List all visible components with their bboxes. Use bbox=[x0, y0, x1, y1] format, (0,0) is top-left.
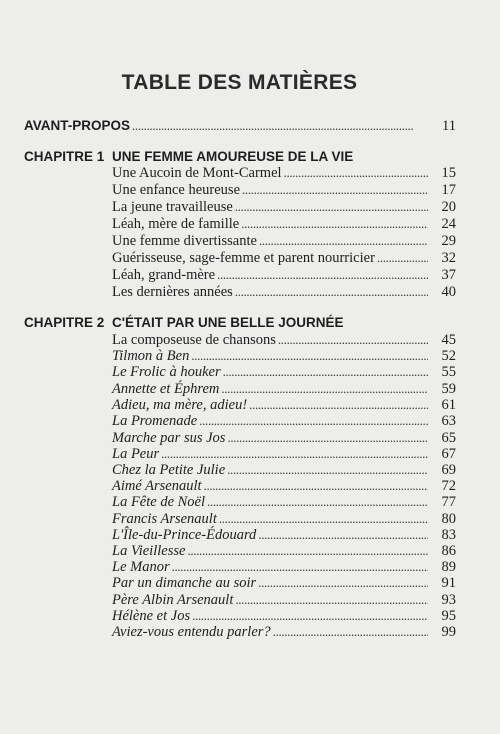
toc-entry[interactable] bbox=[112, 559, 456, 575]
toc-entry[interactable] bbox=[112, 608, 456, 624]
toc-entry[interactable] bbox=[112, 332, 456, 348]
page-number: 45 bbox=[441, 332, 456, 348]
dot-leader bbox=[258, 527, 428, 543]
dot-leader bbox=[278, 332, 428, 348]
page-number: 29 bbox=[441, 233, 456, 249]
entry-label: Léah, mère de famille bbox=[112, 216, 240, 232]
entry-label: Marche par sus Jos bbox=[112, 430, 226, 446]
dot-leader bbox=[187, 543, 428, 559]
entry-label: Par un dimanche au soir bbox=[112, 575, 257, 591]
page-number: 72 bbox=[441, 478, 456, 494]
toc-entry[interactable] bbox=[112, 216, 456, 232]
dot-leader bbox=[132, 118, 428, 134]
toc-entry[interactable] bbox=[112, 511, 456, 527]
dot-leader bbox=[235, 199, 428, 215]
entry-label: Adieu, ma mère, adieu! bbox=[112, 397, 248, 413]
entry-label: La jeune travailleuse bbox=[112, 199, 233, 215]
toc-entry[interactable] bbox=[112, 446, 456, 462]
page-number: 77 bbox=[441, 494, 456, 510]
page-number: 15 bbox=[441, 165, 456, 181]
dot-leader bbox=[223, 364, 428, 380]
entry-label: Francis Arsenault bbox=[112, 511, 217, 527]
dot-leader bbox=[221, 381, 428, 397]
toc-entry[interactable] bbox=[112, 233, 456, 249]
entry-label: Hélène et Jos bbox=[112, 608, 191, 624]
dot-leader bbox=[207, 494, 428, 510]
page-number: 99 bbox=[441, 624, 456, 640]
page-number: 24 bbox=[441, 216, 456, 232]
chapter-2-heading bbox=[24, 315, 343, 331]
entry-label: La Promenade bbox=[112, 413, 198, 429]
page-number: 37 bbox=[441, 267, 456, 283]
dot-leader bbox=[235, 592, 428, 608]
entry-label: Une enfance heureuse bbox=[112, 182, 241, 198]
toc-entry[interactable] bbox=[112, 182, 456, 198]
entry-label: Les dernières années bbox=[112, 284, 233, 300]
entry-label: Le Manor bbox=[112, 559, 170, 575]
page-number: 59 bbox=[441, 381, 456, 397]
page-number: 93 bbox=[441, 592, 456, 608]
entry-label: L'Île-du-Prince-Édouard bbox=[112, 527, 257, 543]
dot-leader bbox=[204, 478, 428, 494]
dot-leader bbox=[235, 284, 428, 300]
entry-label: Une femme divertissante bbox=[112, 233, 257, 249]
entry-label: AVANT-PROPOS bbox=[24, 118, 131, 133]
page-number: 86 bbox=[441, 543, 456, 559]
toc-entry[interactable] bbox=[112, 199, 456, 215]
toc-entry[interactable] bbox=[112, 430, 456, 446]
entry-label: Tilmon à Ben bbox=[112, 348, 190, 364]
page-number: 83 bbox=[441, 527, 456, 543]
toc-entry[interactable] bbox=[112, 250, 456, 266]
toc-entry[interactable] bbox=[112, 543, 456, 559]
toc-entry[interactable] bbox=[112, 478, 456, 494]
page-number: 80 bbox=[441, 511, 456, 527]
toc-entry-avant-propos[interactable] bbox=[24, 118, 456, 134]
page-number: 40 bbox=[441, 284, 456, 300]
toc-entry[interactable] bbox=[112, 624, 456, 640]
chapter-title: UNE FEMME AMOUREUSE DE LA VIE bbox=[112, 149, 354, 164]
toc-entry[interactable] bbox=[112, 348, 456, 364]
dot-leader bbox=[227, 430, 428, 446]
entry-label: Aimé Arsenault bbox=[112, 478, 202, 494]
toc-entry[interactable] bbox=[112, 397, 456, 413]
entry-label: La composeuse de chansons bbox=[112, 332, 276, 348]
dot-leader bbox=[284, 165, 428, 181]
toc-entry[interactable] bbox=[112, 413, 456, 429]
entry-label: La Fête de Noël bbox=[112, 494, 206, 510]
dot-leader bbox=[227, 462, 428, 478]
entry-label: La Vieillesse bbox=[112, 543, 186, 559]
page-number: 61 bbox=[441, 397, 456, 413]
page-number: 20 bbox=[441, 199, 456, 215]
entry-label: La Peur bbox=[112, 446, 160, 462]
page-number: 11 bbox=[442, 118, 456, 134]
page-title: TABLE DES MATIÈRES bbox=[121, 71, 358, 94]
toc-entry[interactable] bbox=[112, 364, 456, 380]
page-number: 17 bbox=[441, 182, 456, 198]
page-number: 67 bbox=[441, 446, 456, 462]
dot-leader bbox=[161, 446, 428, 462]
page-number: 55 bbox=[441, 364, 456, 380]
dot-leader bbox=[377, 250, 428, 266]
toc-entry[interactable] bbox=[112, 592, 456, 608]
chapter-title: C'ÉTAIT PAR UNE BELLE JOURNÉE bbox=[112, 315, 344, 330]
dot-leader bbox=[241, 216, 428, 232]
entry-label: Léah, grand-mère bbox=[112, 267, 216, 283]
toc-entry[interactable] bbox=[112, 462, 456, 478]
toc-entry[interactable] bbox=[112, 267, 456, 283]
toc-entry[interactable] bbox=[112, 494, 456, 510]
toc-entry[interactable] bbox=[112, 575, 456, 591]
entry-label: Guérisseuse, sage-femme et parent nourricier bbox=[112, 250, 375, 266]
entry-label: Aviez-vous entendu parler? bbox=[112, 624, 271, 640]
entry-label: Annette et Éphrem bbox=[112, 381, 220, 397]
dot-leader bbox=[199, 413, 428, 429]
dot-leader bbox=[273, 624, 428, 640]
page-number: 32 bbox=[441, 250, 456, 266]
entry-label: Chez la Petite Julie bbox=[112, 462, 226, 478]
page-number: 52 bbox=[441, 348, 456, 364]
page-number: 65 bbox=[441, 430, 456, 446]
page-number: 63 bbox=[441, 413, 456, 429]
entry-label: Père Albin Arsenault bbox=[112, 592, 234, 608]
dot-leader bbox=[249, 397, 428, 413]
dot-leader bbox=[258, 575, 428, 591]
toc-entry[interactable] bbox=[112, 284, 456, 300]
chapter-number: CHAPITRE 2 bbox=[24, 315, 105, 330]
chapter-number: CHAPITRE 1 bbox=[24, 149, 105, 164]
dot-leader bbox=[259, 233, 428, 249]
page-number: 91 bbox=[441, 575, 456, 591]
page-number: 89 bbox=[441, 559, 456, 575]
dot-leader bbox=[219, 511, 428, 527]
page-number: 69 bbox=[441, 462, 456, 478]
dot-leader bbox=[242, 182, 428, 198]
entry-label: Une Aucoin de Mont-Carmel bbox=[112, 165, 282, 181]
dot-leader bbox=[172, 559, 428, 575]
toc-entry[interactable] bbox=[112, 165, 456, 181]
dot-leader bbox=[191, 348, 428, 364]
toc-entry[interactable] bbox=[112, 527, 456, 543]
dot-leader bbox=[217, 267, 428, 283]
page-number: 95 bbox=[441, 608, 456, 624]
entry-label: Le Frolic à houker bbox=[112, 364, 221, 380]
dot-leader bbox=[192, 608, 428, 624]
chapter-1-heading bbox=[24, 149, 353, 165]
toc-entry[interactable] bbox=[112, 381, 456, 397]
